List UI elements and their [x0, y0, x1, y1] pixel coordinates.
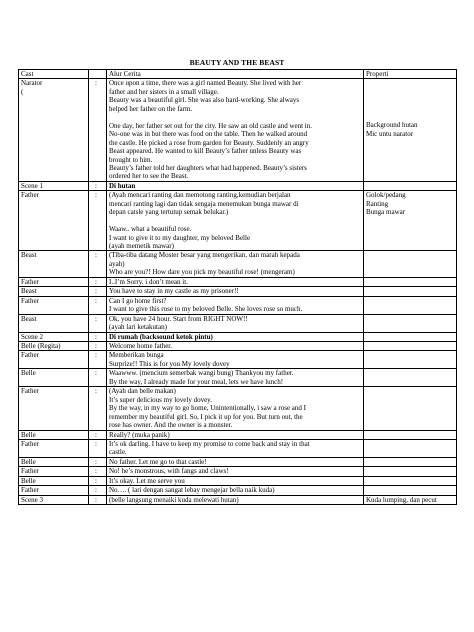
properti-cell — [364, 467, 457, 476]
properti-cell — [364, 351, 457, 369]
scene-heading: Di rumah (backsound ketok pintu) — [107, 332, 364, 341]
cast-cell: Belle (Regita) — [19, 342, 89, 351]
cast-cell: Father — [19, 191, 89, 251]
alur-line: the castle. He picked a rose from garden for Beauty. Suddenly an angry — [109, 138, 309, 147]
table-row — [19, 314, 457, 332]
alur-line: Surprize!! This is for you My lovely dovey — [109, 359, 230, 368]
properti-item: Golok/pedang — [366, 191, 406, 200]
colon-cell: : — [89, 332, 107, 341]
colon-cell: : — [89, 486, 107, 495]
alur-cell — [107, 351, 364, 369]
properti-cell — [364, 476, 457, 485]
table-row — [19, 351, 457, 369]
table-row — [19, 457, 457, 466]
header-alur-cerita: Alur Cerita — [107, 70, 364, 79]
table-row — [19, 440, 457, 458]
colon-cell: : — [89, 351, 107, 369]
properti-cell — [364, 440, 457, 458]
colon-cell: : — [89, 79, 107, 181]
alur-line: I want to give it to my daughter, my beloved Belle — [109, 233, 251, 242]
cast-cell: Beast — [19, 251, 89, 277]
alur-line: (ayah lari ketakutan) — [109, 323, 167, 332]
alur-cell — [107, 251, 364, 277]
cast-name: Narator — [21, 79, 43, 88]
cast-cell: Belle — [19, 476, 89, 485]
alur-line: Beauty was a beautiful girl. She was also hard-working. She always — [109, 96, 300, 105]
cast-cell: Father — [19, 296, 89, 314]
alur-line: By the way, I already made for your meal, lets we have lunch! — [109, 377, 284, 386]
alur-cell: No! he’s monstrous, with fangs and claws! — [107, 467, 364, 476]
alur-line: (Ayah mencari ranting dan memotong ranting,kemudian berjalan — [109, 191, 291, 200]
alur-cell — [107, 369, 364, 387]
cast-cell: Father — [19, 277, 89, 286]
table-row — [19, 430, 457, 439]
alur-line: It’s super delicious my lovely dovey. — [109, 395, 212, 404]
properti-item: Bunga mawar — [366, 208, 406, 217]
cast-cell: Father — [19, 351, 89, 369]
colon-cell: : — [89, 387, 107, 430]
alur-line: I want to give this rose to my beloved Belle. She loves rose so much. — [109, 305, 303, 314]
table-row — [19, 342, 457, 351]
alur-cell — [107, 314, 364, 332]
properti-cell — [364, 251, 457, 277]
alur-line: Beast appeared. He wanted to kill Beauty’s father unless Beauty was — [109, 147, 302, 156]
alur-cell: Welcome home father. — [107, 342, 364, 351]
properti-cell — [364, 457, 457, 466]
properti-cell — [364, 332, 457, 341]
cast-cell: Belle — [19, 430, 89, 439]
alur-cell: I..I’m Sorry. i don’t mean it. — [107, 277, 364, 286]
alur-line: ayah) — [109, 259, 125, 268]
table-row — [19, 191, 457, 251]
properti-cell — [364, 314, 457, 332]
table-row — [19, 387, 457, 430]
alur-cell: No father. Let me go to that castle! — [107, 457, 364, 466]
colon-cell: : — [89, 342, 107, 351]
properti-item: Background hutan — [366, 121, 418, 130]
alur-cell — [107, 296, 364, 314]
colon-cell: : — [89, 314, 107, 332]
colon-cell: : — [89, 495, 107, 504]
document-title: BEAUTY AND THE BEAST — [189, 58, 285, 67]
table-row — [19, 287, 457, 296]
properti-cell — [364, 287, 457, 296]
header-properti: Properti — [364, 70, 457, 79]
header-cast: Cast — [19, 70, 89, 79]
table-row — [19, 332, 457, 341]
alur-line: Waaw.. what a beautiful rose. — [109, 225, 192, 234]
alur-cell: It’s okay. Let me serve you — [107, 476, 364, 485]
properti-cell — [364, 486, 457, 495]
alur-line: Beauty’s father told her daughters what had happened. Beauty’s sisters — [109, 163, 307, 172]
properti-item: Ranting — [366, 199, 389, 208]
properti-cell — [364, 296, 457, 314]
alur-cell — [107, 79, 364, 181]
cast-cell: Father — [19, 467, 89, 476]
alur-cell: No…. ( lari dengan sangat lebay mengejar bella naik kuda) — [107, 486, 364, 495]
table-row — [19, 486, 457, 495]
scene-heading: Di hutan — [107, 181, 364, 190]
cast-cell: Father — [19, 486, 89, 495]
properti-cell — [364, 387, 457, 430]
alur-cell — [107, 440, 364, 458]
alur-line: ordered her to see the Beast. — [109, 172, 189, 181]
cast-cell: Father — [19, 440, 89, 458]
properti-cell — [364, 369, 457, 387]
colon-cell: : — [89, 191, 107, 251]
cast-cell: Father — [19, 387, 89, 430]
properti-cell — [364, 181, 457, 190]
table-row — [19, 251, 457, 277]
alur-line: brought to him. — [109, 155, 153, 164]
colon-cell: : — [89, 440, 107, 458]
colon-cell: : — [89, 181, 107, 190]
header-colon — [89, 70, 107, 79]
colon-cell: : — [89, 476, 107, 485]
table-row — [19, 296, 457, 314]
alur-line: castle. — [109, 448, 127, 457]
colon-cell: : — [89, 467, 107, 476]
alur-line: Waawww. (mencium semerbak wangi bung) Thankyou my father. — [109, 369, 294, 378]
cast-cell — [19, 79, 89, 181]
cast-cell: Belle — [19, 369, 89, 387]
alur-line: Can I go home first? — [109, 296, 167, 305]
colon-cell: : — [89, 369, 107, 387]
colon-cell: : — [89, 251, 107, 277]
alur-line: depan catsle yang tertutup semak belukar.) — [109, 208, 229, 217]
alur-line: (Ayah dan belle makan) — [109, 387, 176, 396]
alur-line: Memberikan bunga — [109, 351, 164, 360]
alur-line: remember my beautiful girl. So, I pick it up for you. But turn out, the — [109, 412, 303, 421]
properti-cell — [364, 79, 457, 181]
alur-line: (ayah memetik mawar) — [109, 242, 174, 251]
table-header-row — [19, 70, 457, 79]
colon-cell: : — [89, 296, 107, 314]
colon-cell: : — [89, 277, 107, 286]
alur-line: (Tiba-tiba datang Moster besar yang mengerikan, dan marah kepada — [109, 251, 300, 260]
table-row — [19, 476, 457, 485]
cast-cell: Belle — [19, 457, 89, 466]
colon-cell: : — [89, 287, 107, 296]
table-row — [19, 79, 457, 181]
properti-cell — [364, 430, 457, 439]
properti-cell — [364, 191, 457, 251]
cast-cell: Scene 2 — [19, 332, 89, 341]
cast-cell: Scene 3 — [19, 495, 89, 504]
alur-cell: Really? (muka panik) — [107, 430, 364, 439]
alur-line: helped her father on the farm. — [109, 104, 193, 113]
table-row — [19, 369, 457, 387]
table-row — [19, 495, 457, 504]
cast-cell: Beast — [19, 287, 89, 296]
alur-line: It’s ok darling. I have to keep my promise to come back and stay in that — [109, 440, 310, 448]
table-row — [19, 467, 457, 476]
properti-cell — [364, 342, 457, 351]
properti-cell — [364, 277, 457, 286]
alur-line: father and her sisters in a small village. — [109, 87, 219, 96]
properti-item: Mic untu narator — [366, 129, 414, 138]
cast-cell: Beast — [19, 314, 89, 332]
table-row — [19, 277, 457, 286]
table-row — [19, 181, 457, 190]
alur-cell — [107, 387, 364, 430]
alur-line: mencari ranting lagi dan tidak sengaja menemukan bunga mawar di — [109, 199, 299, 208]
alur-line: No-one was in but there was food on the table. Then he walked around — [109, 130, 308, 139]
script-table — [18, 69, 457, 505]
alur-cell: You have to stay in my castle as my prisoner!! — [107, 287, 364, 296]
colon-cell: : — [89, 457, 107, 466]
alur-line: By the way, in my way to go home, Unintentionally, i saw a rose and I — [109, 404, 306, 413]
alur-line: Ok, you have 24 hour. Start from RIGHT NOW!! — [109, 314, 248, 323]
alur-line: Once upon a time, there was a girl named Beauty. She lived with her — [109, 79, 302, 88]
alur-line: Who are you?! How dare you pick my beautiful rose! (mengeram) — [109, 268, 295, 277]
alur-line: rose has owner. And the owner is a monster. — [109, 421, 233, 430]
colon-cell: : — [89, 430, 107, 439]
alur-cell — [107, 191, 364, 251]
alur-cell: (belle langsung menaiki kuda melewati hutan) — [107, 495, 364, 504]
alur-line: One day, her father set out for the city. He saw an old castle and went in. — [109, 121, 312, 130]
cast-cell: Scene 1 — [19, 181, 89, 190]
cast-extra: ( — [21, 87, 24, 96]
properti-cell: Kuda lumping, dan pecut — [364, 495, 457, 504]
